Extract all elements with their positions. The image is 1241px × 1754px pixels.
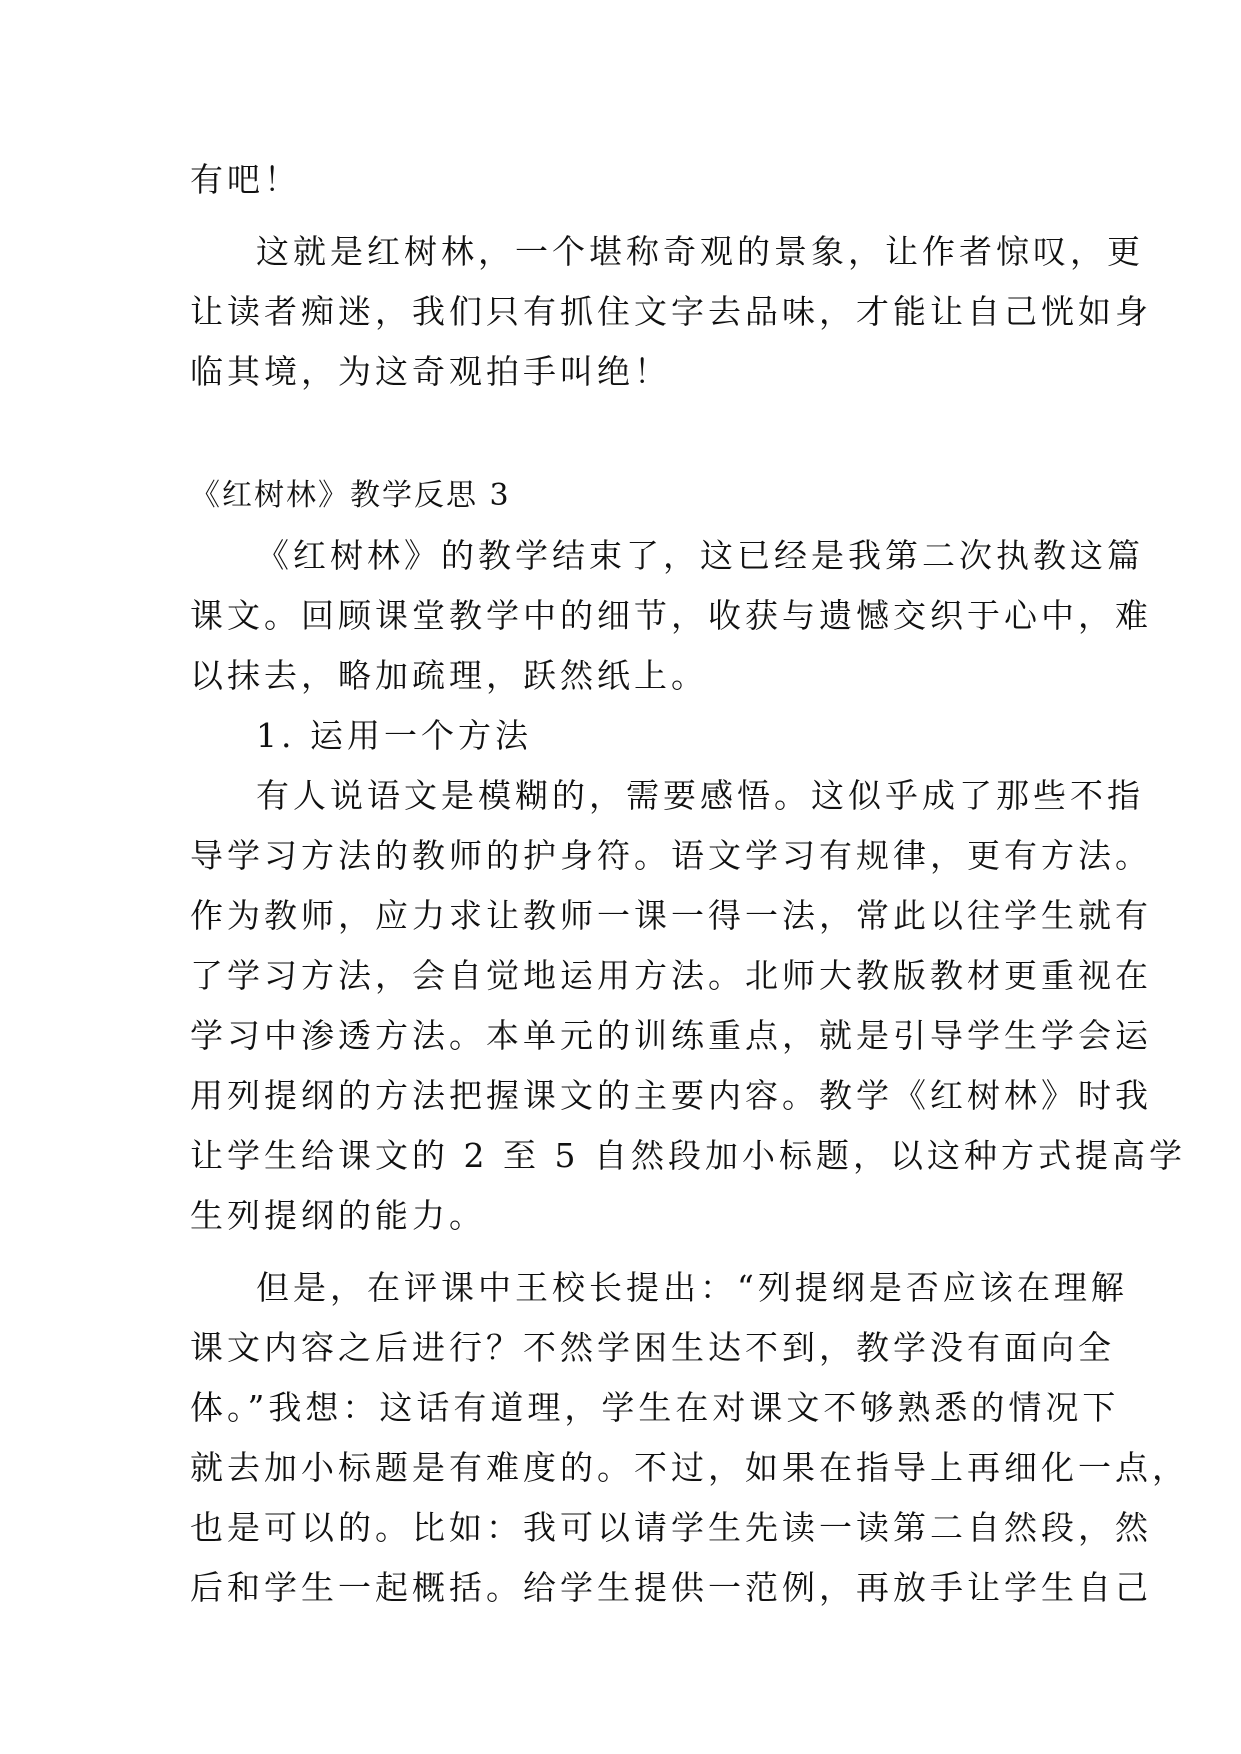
text-line: 导学习方法的教师的护身符。语文学习有规律，更有方法。 — [190, 836, 1152, 875]
text-line: 有人说语文是模糊的，需要感悟。这似乎成了那些不指 — [256, 776, 1144, 815]
text-line: 这就是红树林，一个堪称奇观的景象，让作者惊叹，更 — [256, 232, 1144, 271]
text-line: 体。”我想：这话有道理，学生在对课文不够熟悉的情况下 — [190, 1388, 1120, 1427]
text-line: 生列提纲的能力。 — [190, 1196, 486, 1235]
text-line: 就去加小标题是有难度的。不过，如果在指导上再细化一点， — [190, 1448, 1189, 1487]
text-line: 用列提纲的方法把握课文的主要内容。教学《红树林》时我 — [190, 1076, 1152, 1115]
text-line: 《红树林》的教学结束了，这已经是我第二次执教这篇 — [256, 536, 1144, 575]
text-line: 但是，在评课中王校长提出：“列提纲是否应该在理解 — [256, 1268, 1128, 1307]
subheading: 1. 运用一个方法 — [256, 716, 532, 755]
text-line: 作为教师，应力求让教师一课一得一法，常此以往学生就有 — [190, 896, 1152, 935]
paragraph — [190, 766, 1186, 1246]
section-title: 《红树林》教学反思 3 — [190, 478, 511, 513]
text-line: 学习中渗透方法。本单元的训练重点，就是引导学生学会运 — [190, 1016, 1152, 1055]
text-line: 课文内容之后进行？不然学困生达不到，教学没有面向全 — [190, 1328, 1115, 1367]
text-line: 了学习方法，会自觉地运用方法。北师大教版教材更重视在 — [190, 956, 1152, 995]
paragraph — [190, 526, 1152, 706]
text-line: 以抹去，略加疏理，跃然纸上。 — [190, 656, 708, 695]
text-line: 临其境，为这奇观拍手叫绝！ — [190, 352, 671, 391]
text-line: 课文。回顾课堂教学中的细节，收获与遗憾交织于心中，难 — [190, 596, 1152, 635]
text-line: 后和学生一起概括。给学生提供一范例，再放手让学生自己 — [190, 1568, 1152, 1607]
text-line: 也是可以的。比如：我可以请学生先读一读第二自然段，然 — [190, 1508, 1152, 1547]
paragraph — [190, 1258, 1189, 1618]
spacer — [190, 402, 1050, 466]
text-line: 有吧！ — [190, 160, 301, 199]
document-page — [190, 150, 1189, 1618]
paragraph — [190, 222, 1152, 402]
text-line: 让读者痴迷，我们只有抓住文字去品味，才能让自己恍如身 — [190, 292, 1152, 331]
text-line: 让学生给课文的 2 至 5 自然段加小标题，以这种方式提高学 — [190, 1136, 1186, 1175]
